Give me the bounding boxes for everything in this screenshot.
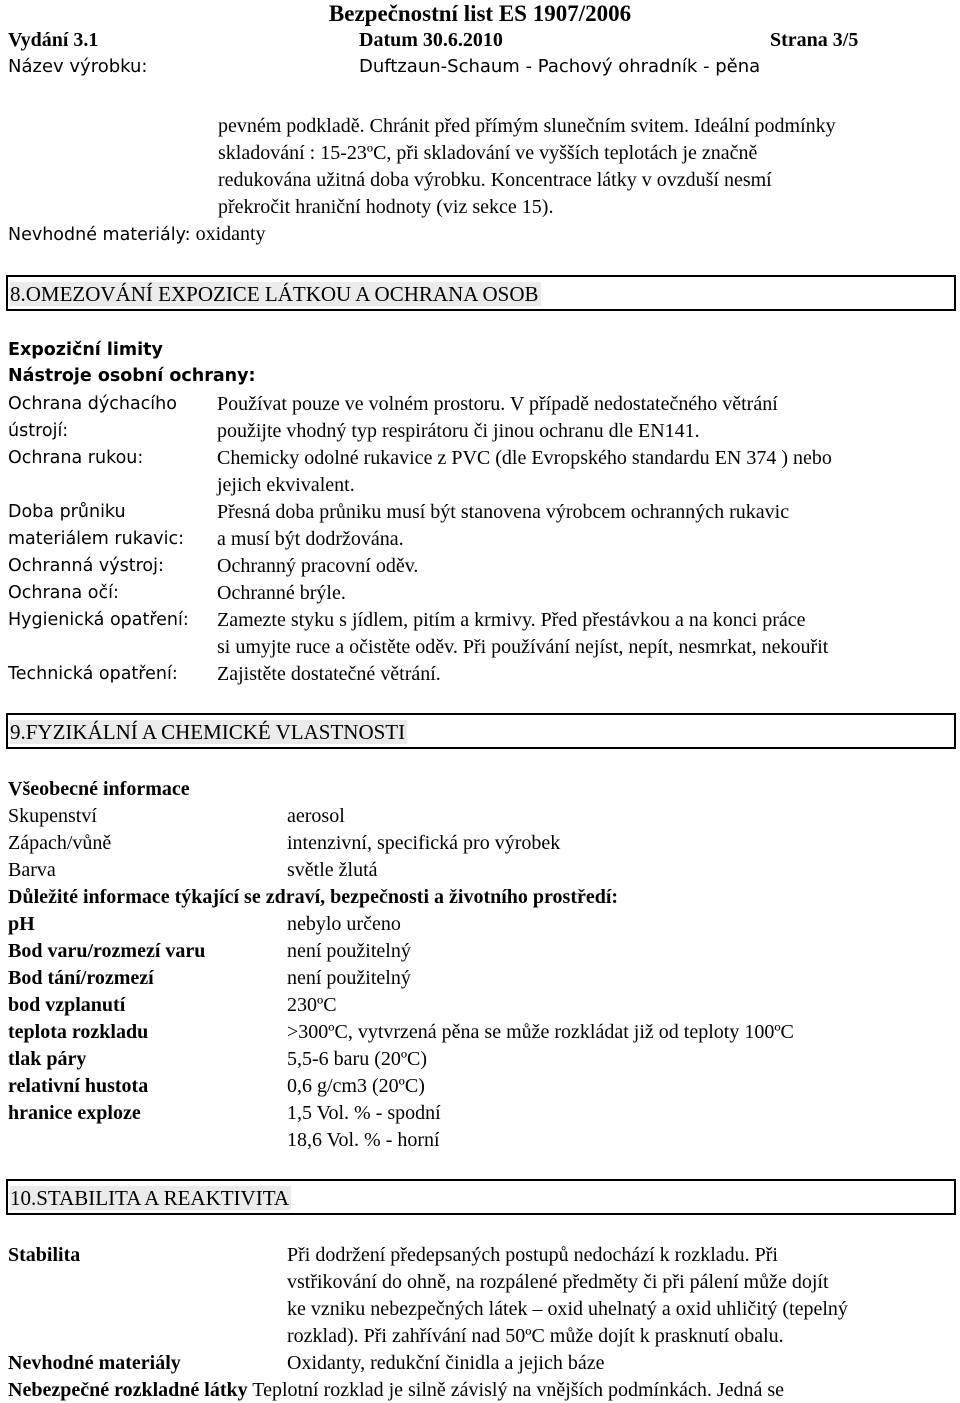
important-info-heading: Důležité informace týkající se zdraví, bezpečnosti a životního prostředí: <box>8 886 619 908</box>
decomposition-row <box>8 1379 784 1402</box>
section9-heading-text <box>10 720 407 744</box>
row-value: Používat pouze ve volném prostoru. V případě nedostatečného větrání <box>217 393 778 415</box>
general-info-heading: Všeobecné informace <box>8 778 190 800</box>
row-label: Zápach/vůně <box>8 832 112 854</box>
section-number: 10. <box>10 1186 37 1210</box>
section8-heading <box>6 275 956 311</box>
stability-value-line: ke vzniku nebezpečných látek – oxid uhelnatý a oxid uhličitý (tepelný <box>287 1298 848 1320</box>
document-title: Bezpečnostní list ES 1907/2006 <box>328 1 632 26</box>
row-label: Ochranná výstroj: <box>8 556 164 576</box>
row-label: relativní hustota <box>8 1075 149 1097</box>
row-label: tlak páry <box>8 1048 87 1070</box>
decomposition-label: Nebezpečné rozkladné látky <box>8 1379 248 1401</box>
row-label: ústrojí: <box>8 421 69 441</box>
row-value: a musí být dodržována. <box>217 528 404 550</box>
incompatible-materials-value: oxidanty <box>195 223 266 245</box>
row-value: intenzivní, specifická pro výrobek <box>287 832 561 854</box>
row-label: hranice exploze <box>8 1102 141 1124</box>
row-label: Ochrana očí: <box>8 583 119 603</box>
stability-label: Stabilita <box>8 1244 81 1266</box>
row-label: pH <box>8 913 35 935</box>
row-value: Zamezte styku s jídlem, pitím a krmivy. Před přestávkou a na konci práce <box>217 609 806 631</box>
row-label: Bod tání/rozmezí <box>8 967 154 989</box>
exposure-limits-heading: Expoziční limity <box>8 340 163 360</box>
section-title: FYZIKÁLNÍ A CHEMICKÉ VLASTNOSTI <box>25 720 406 744</box>
section10-heading <box>6 1179 956 1215</box>
row-value: Ochranné brýle. <box>217 582 346 604</box>
row-value: Přesná doba průniku musí být stanovena výrobcem ochranných rukavic <box>217 501 790 523</box>
row-value: 0,6 g/cm3 (20ºC) <box>287 1075 425 1097</box>
row-value: >300ºC, vytvrzená pěna se může rozkládat již od teploty 100ºC <box>287 1021 794 1043</box>
row-value: Zajistěte dostatečné větrání. <box>217 663 441 685</box>
row-label: Barva <box>8 859 56 881</box>
row-label: teplota rozkladu <box>8 1021 149 1043</box>
stability-value-line: rozklad). Při zahřívání nad 50ºC může dojít k prasknutí obalu. <box>287 1325 784 1347</box>
section-title: OMEZOVÁNÍ EXPOZICE LÁTKOU A OCHRANA OSOB <box>25 282 539 306</box>
section8-heading-text <box>10 282 541 306</box>
incompatible-materials-value: Oxidanty, redukční činidla a jejich báze <box>287 1352 605 1374</box>
text-line: redukována užitná doba výrobku. Koncentrace látky v ovzduší nesmí <box>218 169 772 191</box>
row-value: není použitelný <box>287 940 411 962</box>
row-label: Hygienická opatření: <box>8 610 189 630</box>
ppe-heading: Nástroje osobní ochrany: <box>8 366 256 386</box>
row-label: Ochrana rukou: <box>8 448 144 468</box>
row-value: světle žlutá <box>287 859 378 881</box>
row-label: Doba průniku <box>8 502 126 522</box>
section-number: 8. <box>10 282 26 306</box>
row-value: aerosol <box>287 805 345 827</box>
row-label: Bod varu/rozmezí varu <box>8 940 206 962</box>
text-line: překročit hraniční hodnoty (viz sekce 15). <box>218 196 554 218</box>
row-value: není použitelný <box>287 967 411 989</box>
page-number: Strana 3/5 <box>770 29 859 51</box>
incompatible-materials-label: Nevhodné materiály: <box>8 225 191 245</box>
incompatible-materials-label: Nevhodné materiály <box>8 1352 181 1374</box>
row-value: Ochranný pracovní oděv. <box>217 555 419 577</box>
row-label: Skupenství <box>8 805 97 827</box>
document-version: Vydání 3.1 <box>8 29 99 51</box>
row-value: nebylo určeno <box>287 913 401 935</box>
section9-heading <box>6 713 956 749</box>
document-date: Datum 30.6.2010 <box>359 29 503 51</box>
row-value: jejich ekvivalent. <box>217 474 355 496</box>
text-line: skladování : 15-23ºC, při skladování ve vyšších teplotách je značně <box>218 142 758 164</box>
row-label: materiálem rukavic: <box>8 529 184 549</box>
row-label: Ochrana dýchacího <box>8 394 177 414</box>
row-value: 5,5-6 baru (20ºC) <box>287 1048 428 1070</box>
row-label: Technická opatření: <box>8 664 178 684</box>
row-value: Chemicky odolné rukavice z PVC (dle Evropského standardu EN 374 ) nebo <box>217 447 832 469</box>
product-name-label: Název výrobku: <box>8 56 148 77</box>
row-value: 230ºC <box>287 994 337 1016</box>
text-line: pevném podkladě. Chránit před přímým slunečním svitem. Ideální podmínky <box>218 115 836 137</box>
incompatible-materials-row <box>8 223 266 246</box>
stability-value-line: Při dodržení předepsaných postupů nedochází k rozkladu. Při <box>287 1244 778 1266</box>
section-title: STABILITA A REAKTIVITA <box>36 1186 290 1210</box>
stability-value-line: vstřikování do ohně, na rozpálené předměty či při pálení může dojít <box>287 1271 829 1293</box>
product-name: Duftzaun-Schaum - Pachový ohradník - pěna <box>359 56 761 77</box>
decomposition-value: Teplotní rozklad je silně závislý na vnějších podmínkách. Jedná se <box>252 1379 785 1401</box>
row-label: bod vzplanutí <box>8 994 126 1016</box>
row-value: použijte vhodný typ respirátoru či jinou ochranu dle EN141. <box>217 420 700 442</box>
row-value: si umyjte ruce a očistěte oděv. Při používání nejíst, nepít, nesmrkat, nekouřit <box>217 636 829 658</box>
section10-heading-text <box>10 1186 291 1210</box>
row-value: 18,6 Vol. % - horní <box>287 1129 440 1151</box>
row-value: 1,5 Vol. % - spodní <box>287 1102 441 1124</box>
section-number: 9. <box>10 720 26 744</box>
